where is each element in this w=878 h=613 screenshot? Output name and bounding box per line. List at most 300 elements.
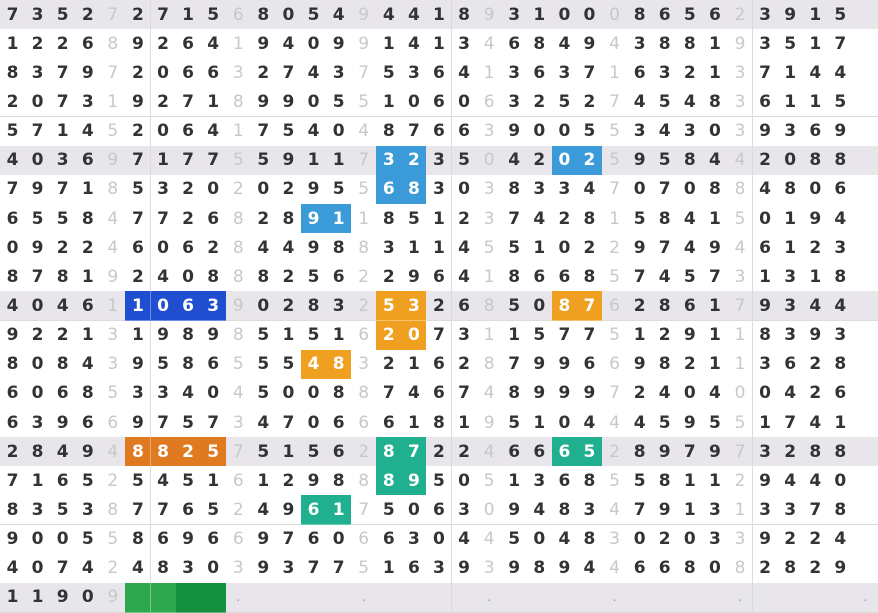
- grid-cell[interactable]: 1: [502, 466, 528, 496]
- grid-cell[interactable]: [627, 583, 653, 613]
- grid-cell[interactable]: 2: [577, 146, 603, 176]
- grid-cell[interactable]: 1: [702, 204, 728, 234]
- grid-cell[interactable]: 0: [527, 525, 553, 555]
- grid-cell[interactable]: 4: [477, 437, 503, 467]
- grid-cell[interactable]: 2: [753, 146, 779, 176]
- grid-cell[interactable]: 4: [301, 117, 327, 147]
- grid-cell[interactable]: 8: [226, 87, 252, 117]
- grid-cell[interactable]: 6: [0, 379, 26, 409]
- grid-cell[interactable]: 2: [753, 554, 779, 584]
- grid-cell[interactable]: 5: [251, 379, 277, 409]
- grid-cell[interactable]: 6: [577, 350, 603, 380]
- grid-cell[interactable]: 6: [753, 233, 779, 263]
- grid-cell[interactable]: 6: [803, 117, 829, 147]
- grid-cell[interactable]: 0: [326, 525, 352, 555]
- grid-cell[interactable]: 1: [753, 262, 779, 292]
- grid-cell[interactable]: 5: [251, 350, 277, 380]
- grid-cell[interactable]: 5: [552, 87, 578, 117]
- grid-cell[interactable]: 8: [627, 0, 653, 30]
- grid-cell[interactable]: 0: [25, 87, 51, 117]
- grid-cell[interactable]: 5: [627, 466, 653, 496]
- grid-cell[interactable]: 4: [401, 0, 427, 30]
- grid-cell[interactable]: 8: [828, 495, 854, 525]
- grid-cell[interactable]: [452, 583, 478, 613]
- grid-cell[interactable]: 9: [301, 175, 327, 205]
- grid-cell[interactable]: 7: [201, 408, 227, 438]
- grid-cell[interactable]: 2: [602, 437, 628, 467]
- grid-cell[interactable]: 9: [25, 175, 51, 205]
- grid-cell[interactable]: 4: [652, 379, 678, 409]
- grid-cell[interactable]: 3: [577, 495, 603, 525]
- grid-cell[interactable]: 4: [477, 525, 503, 555]
- grid-cell[interactable]: 6: [75, 408, 101, 438]
- grid-cell[interactable]: [502, 583, 528, 613]
- grid-cell[interactable]: 8: [351, 233, 377, 263]
- grid-cell[interactable]: 3: [50, 146, 76, 176]
- grid-cell[interactable]: 4: [828, 291, 854, 321]
- grid-cell[interactable]: 7: [50, 58, 76, 88]
- grid-cell[interactable]: 9: [652, 437, 678, 467]
- grid-cell[interactable]: [853, 379, 878, 409]
- grid-cell[interactable]: 3: [426, 554, 452, 584]
- grid-cell[interactable]: [326, 583, 352, 613]
- grid-cell[interactable]: 8: [477, 350, 503, 380]
- grid-cell[interactable]: 6: [452, 291, 478, 321]
- grid-cell[interactable]: 0: [552, 146, 578, 176]
- grid-cell[interactable]: 0: [552, 117, 578, 147]
- grid-cell[interactable]: 4: [251, 233, 277, 263]
- grid-cell[interactable]: 2: [376, 321, 402, 351]
- grid-cell[interactable]: 1: [803, 262, 829, 292]
- grid-cell[interactable]: 5: [100, 117, 126, 147]
- grid-cell[interactable]: 1: [376, 87, 402, 117]
- grid-cell[interactable]: 6: [828, 379, 854, 409]
- grid-cell[interactable]: 6: [702, 0, 728, 30]
- grid-cell[interactable]: 5: [50, 204, 76, 234]
- grid-cell[interactable]: 1: [75, 175, 101, 205]
- grid-cell[interactable]: 2: [176, 204, 202, 234]
- grid-cell[interactable]: 5: [301, 0, 327, 30]
- grid-cell[interactable]: 9: [627, 146, 653, 176]
- grid-cell[interactable]: 5: [251, 437, 277, 467]
- grid-cell[interactable]: 2: [0, 437, 26, 467]
- grid-cell[interactable]: 6: [176, 495, 202, 525]
- grid-cell[interactable]: [677, 583, 703, 613]
- grid-cell[interactable]: 0: [25, 379, 51, 409]
- grid-cell[interactable]: 4: [100, 233, 126, 263]
- grid-cell[interactable]: 4: [778, 379, 804, 409]
- grid-cell[interactable]: [702, 583, 728, 613]
- grid-cell[interactable]: 4: [828, 58, 854, 88]
- grid-cell[interactable]: 4: [677, 204, 703, 234]
- grid-cell[interactable]: 0: [151, 58, 177, 88]
- grid-cell[interactable]: 4: [401, 379, 427, 409]
- grid-cell[interactable]: 6: [176, 29, 202, 59]
- grid-cell[interactable]: 7: [627, 495, 653, 525]
- grid-cell[interactable]: 2: [176, 437, 202, 467]
- grid-cell[interactable]: 8: [727, 554, 753, 584]
- grid-cell[interactable]: [401, 583, 427, 613]
- grid-cell[interactable]: 8: [376, 117, 402, 147]
- grid-cell[interactable]: 4: [477, 29, 503, 59]
- grid-cell[interactable]: 8: [627, 437, 653, 467]
- grid-cell[interactable]: 6: [778, 350, 804, 380]
- grid-cell[interactable]: 4: [627, 408, 653, 438]
- grid-cell[interactable]: 5: [502, 291, 528, 321]
- grid-cell[interactable]: 8: [702, 87, 728, 117]
- grid-cell[interactable]: 4: [0, 554, 26, 584]
- grid-cell[interactable]: 6: [0, 408, 26, 438]
- grid-cell[interactable]: 8: [100, 29, 126, 59]
- grid-cell[interactable]: 2: [577, 87, 603, 117]
- grid-cell[interactable]: 0: [75, 583, 101, 613]
- grid-cell[interactable]: 7: [25, 117, 51, 147]
- grid-cell[interactable]: 1: [426, 204, 452, 234]
- grid-cell[interactable]: [853, 408, 878, 438]
- grid-cell[interactable]: 3: [552, 175, 578, 205]
- grid-cell[interactable]: 6: [326, 437, 352, 467]
- grid-cell[interactable]: 8: [677, 146, 703, 176]
- grid-cell[interactable]: 6: [176, 117, 202, 147]
- grid-cell[interactable]: 9: [702, 233, 728, 263]
- grid-cell[interactable]: 6: [226, 525, 252, 555]
- grid-cell[interactable]: 2: [0, 87, 26, 117]
- grid-cell[interactable]: 3: [677, 117, 703, 147]
- grid-cell[interactable]: 0: [753, 379, 779, 409]
- grid-cell[interactable]: 9: [727, 29, 753, 59]
- grid-cell[interactable]: 3: [401, 58, 427, 88]
- grid-cell[interactable]: 4: [753, 175, 779, 205]
- grid-cell[interactable]: 7: [351, 146, 377, 176]
- grid-cell[interactable]: [853, 204, 878, 234]
- grid-cell[interactable]: 8: [552, 291, 578, 321]
- grid-cell[interactable]: [853, 175, 878, 205]
- grid-cell[interactable]: 5: [276, 117, 302, 147]
- grid-cell[interactable]: 7: [226, 437, 252, 467]
- grid-cell[interactable]: 3: [151, 175, 177, 205]
- grid-cell[interactable]: 5: [652, 87, 678, 117]
- grid-cell[interactable]: 8: [25, 437, 51, 467]
- grid-cell[interactable]: 0: [602, 0, 628, 30]
- grid-cell[interactable]: 8: [577, 204, 603, 234]
- grid-cell[interactable]: [828, 583, 854, 613]
- grid-cell[interactable]: 6: [527, 262, 553, 292]
- grid-cell[interactable]: 8: [828, 262, 854, 292]
- grid-cell[interactable]: 8: [828, 437, 854, 467]
- grid-cell[interactable]: 5: [100, 379, 126, 409]
- grid-cell[interactable]: 9: [75, 58, 101, 88]
- grid-cell[interactable]: 4: [577, 175, 603, 205]
- grid-cell[interactable]: 9: [828, 554, 854, 584]
- grid-cell[interactable]: 1: [677, 495, 703, 525]
- grid-cell[interactable]: 0: [577, 0, 603, 30]
- grid-cell[interactable]: 3: [477, 554, 503, 584]
- grid-cell[interactable]: 8: [125, 525, 151, 555]
- grid-cell[interactable]: 3: [452, 495, 478, 525]
- grid-cell[interactable]: 7: [50, 87, 76, 117]
- grid-cell[interactable]: 4: [552, 525, 578, 555]
- grid-cell[interactable]: 3: [778, 117, 804, 147]
- grid-cell[interactable]: 2: [803, 554, 829, 584]
- grid-cell[interactable]: 0: [25, 525, 51, 555]
- grid-cell[interactable]: 2: [426, 437, 452, 467]
- grid-cell[interactable]: [803, 583, 829, 613]
- grid-cell[interactable]: 9: [502, 495, 528, 525]
- grid-cell[interactable]: 1: [828, 408, 854, 438]
- grid-cell[interactable]: 2: [778, 525, 804, 555]
- grid-cell[interactable]: 3: [778, 495, 804, 525]
- grid-cell[interactable]: 2: [50, 321, 76, 351]
- grid-cell[interactable]: 6: [0, 204, 26, 234]
- grid-cell[interactable]: 6: [75, 29, 101, 59]
- grid-cell[interactable]: 3: [326, 58, 352, 88]
- grid-cell[interactable]: 9: [125, 350, 151, 380]
- grid-cell[interactable]: 1: [803, 0, 829, 30]
- grid-cell[interactable]: 8: [0, 58, 26, 88]
- grid-cell[interactable]: 3: [502, 87, 528, 117]
- grid-cell[interactable]: 9: [251, 525, 277, 555]
- grid-cell[interactable]: [853, 233, 878, 263]
- grid-cell[interactable]: 0: [25, 350, 51, 380]
- grid-cell[interactable]: 8: [828, 146, 854, 176]
- grid-cell[interactable]: 5: [602, 146, 628, 176]
- grid-cell[interactable]: 3: [727, 87, 753, 117]
- grid-cell[interactable]: [426, 583, 452, 613]
- grid-cell[interactable]: 2: [201, 233, 227, 263]
- grid-cell[interactable]: 3: [201, 291, 227, 321]
- grid-cell[interactable]: [853, 58, 878, 88]
- grid-cell[interactable]: 7: [376, 379, 402, 409]
- grid-cell[interactable]: 3: [452, 321, 478, 351]
- grid-cell[interactable]: 1: [702, 321, 728, 351]
- grid-cell[interactable]: 9: [301, 233, 327, 263]
- grid-cell[interactable]: 7: [326, 554, 352, 584]
- grid-cell[interactable]: 9: [627, 350, 653, 380]
- grid-cell[interactable]: 1: [326, 146, 352, 176]
- grid-cell[interactable]: 7: [401, 117, 427, 147]
- grid-cell[interactable]: 3: [477, 204, 503, 234]
- grid-cell[interactable]: 6: [125, 233, 151, 263]
- grid-cell[interactable]: 4: [50, 437, 76, 467]
- grid-cell[interactable]: 9: [50, 583, 76, 613]
- grid-cell[interactable]: 0: [778, 146, 804, 176]
- grid-cell[interactable]: 9: [677, 408, 703, 438]
- grid-cell[interactable]: 5: [125, 175, 151, 205]
- grid-cell[interactable]: 5: [50, 495, 76, 525]
- grid-cell[interactable]: 3: [778, 321, 804, 351]
- grid-cell[interactable]: 9: [301, 204, 327, 234]
- grid-cell[interactable]: 0: [552, 0, 578, 30]
- grid-cell[interactable]: 8: [0, 350, 26, 380]
- grid-cell[interactable]: 3: [627, 29, 653, 59]
- grid-cell[interactable]: 3: [226, 408, 252, 438]
- grid-cell[interactable]: 3: [753, 350, 779, 380]
- grid-cell[interactable]: 3: [527, 466, 553, 496]
- grid-cell[interactable]: 6: [502, 437, 528, 467]
- grid-cell[interactable]: 5: [75, 466, 101, 496]
- grid-cell[interactable]: 3: [226, 58, 252, 88]
- grid-cell[interactable]: 1: [326, 204, 352, 234]
- grid-cell[interactable]: 0: [151, 117, 177, 147]
- grid-cell[interactable]: 6: [351, 321, 377, 351]
- grid-cell[interactable]: 4: [602, 554, 628, 584]
- grid-cell[interactable]: 2: [351, 437, 377, 467]
- grid-cell[interactable]: 8: [75, 379, 101, 409]
- grid-cell[interactable]: 0: [151, 291, 177, 321]
- grid-cell[interactable]: 7: [577, 291, 603, 321]
- grid-cell[interactable]: 6: [552, 437, 578, 467]
- grid-cell[interactable]: 8: [502, 262, 528, 292]
- grid-cell[interactable]: 5: [452, 146, 478, 176]
- grid-cell[interactable]: 2: [527, 87, 553, 117]
- grid-cell[interactable]: 1: [778, 87, 804, 117]
- grid-cell[interactable]: 7: [702, 262, 728, 292]
- grid-cell[interactable]: 2: [251, 204, 277, 234]
- grid-cell[interactable]: 6: [176, 291, 202, 321]
- grid-cell[interactable]: 8: [251, 0, 277, 30]
- grid-cell[interactable]: 5: [477, 233, 503, 263]
- grid-cell[interactable]: 0: [176, 262, 202, 292]
- grid-cell[interactable]: 7: [677, 437, 703, 467]
- grid-cell[interactable]: 8: [100, 175, 126, 205]
- grid-cell[interactable]: 9: [125, 408, 151, 438]
- grid-cell[interactable]: 8: [452, 0, 478, 30]
- grid-cell[interactable]: 2: [276, 262, 302, 292]
- grid-cell[interactable]: 0: [702, 554, 728, 584]
- grid-cell[interactable]: 4: [727, 146, 753, 176]
- grid-cell[interactable]: 7: [727, 291, 753, 321]
- grid-cell[interactable]: 5: [602, 466, 628, 496]
- grid-cell[interactable]: 2: [552, 204, 578, 234]
- grid-cell[interactable]: 7: [577, 321, 603, 351]
- grid-cell[interactable]: 7: [50, 175, 76, 205]
- grid-cell[interactable]: 4: [778, 466, 804, 496]
- grid-cell[interactable]: 7: [0, 175, 26, 205]
- grid-cell[interactable]: 1: [426, 29, 452, 59]
- grid-cell[interactable]: 9: [803, 321, 829, 351]
- grid-cell[interactable]: [853, 466, 878, 496]
- grid-cell[interactable]: 9: [652, 495, 678, 525]
- grid-cell[interactable]: 1: [602, 204, 628, 234]
- grid-cell[interactable]: [151, 583, 177, 613]
- grid-cell[interactable]: 6: [326, 262, 352, 292]
- grid-cell[interactable]: 6: [426, 495, 452, 525]
- grid-cell[interactable]: 2: [452, 204, 478, 234]
- grid-cell[interactable]: 9: [502, 117, 528, 147]
- grid-cell[interactable]: 5: [652, 408, 678, 438]
- grid-cell[interactable]: 8: [803, 437, 829, 467]
- grid-cell[interactable]: 4: [201, 117, 227, 147]
- grid-cell[interactable]: 0: [401, 495, 427, 525]
- grid-cell[interactable]: 4: [201, 29, 227, 59]
- grid-cell[interactable]: 3: [477, 117, 503, 147]
- grid-cell[interactable]: 3: [753, 495, 779, 525]
- grid-cell[interactable]: 0: [301, 408, 327, 438]
- grid-cell[interactable]: 9: [803, 204, 829, 234]
- grid-cell[interactable]: 4: [251, 495, 277, 525]
- grid-cell[interactable]: 8: [401, 175, 427, 205]
- grid-cell[interactable]: 0: [251, 175, 277, 205]
- grid-cell[interactable]: 1: [125, 291, 151, 321]
- grid-cell[interactable]: 7: [351, 495, 377, 525]
- grid-cell[interactable]: 6: [176, 58, 202, 88]
- grid-cell[interactable]: 5: [677, 0, 703, 30]
- grid-cell[interactable]: 9: [577, 379, 603, 409]
- grid-cell[interactable]: 6: [326, 408, 352, 438]
- grid-cell[interactable]: 4: [502, 146, 528, 176]
- grid-cell[interactable]: 7: [276, 58, 302, 88]
- grid-cell[interactable]: 4: [401, 29, 427, 59]
- grid-cell[interactable]: 3: [753, 437, 779, 467]
- grid-cell[interactable]: 1: [201, 87, 227, 117]
- grid-cell[interactable]: 2: [176, 175, 202, 205]
- grid-cell[interactable]: 2: [226, 175, 252, 205]
- grid-cell[interactable]: 9: [125, 29, 151, 59]
- grid-cell[interactable]: 9: [401, 262, 427, 292]
- grid-cell[interactable]: 3: [778, 262, 804, 292]
- grid-cell[interactable]: 5: [602, 117, 628, 147]
- grid-cell[interactable]: 9: [577, 29, 603, 59]
- grid-cell[interactable]: 2: [75, 233, 101, 263]
- grid-cell[interactable]: 7: [727, 437, 753, 467]
- grid-cell[interactable]: 8: [376, 437, 402, 467]
- grid-cell[interactable]: 2: [125, 0, 151, 30]
- grid-cell[interactable]: 7: [276, 525, 302, 555]
- grid-cell[interactable]: 5: [176, 466, 202, 496]
- grid-cell[interactable]: 5: [727, 408, 753, 438]
- grid-cell[interactable]: 9: [677, 321, 703, 351]
- grid-cell[interactable]: 8: [50, 262, 76, 292]
- grid-cell[interactable]: 0: [477, 146, 503, 176]
- grid-cell[interactable]: 3: [627, 117, 653, 147]
- grid-cell[interactable]: 4: [652, 117, 678, 147]
- grid-cell[interactable]: 8: [702, 175, 728, 205]
- grid-cell[interactable]: 9: [351, 0, 377, 30]
- grid-cell[interactable]: 4: [151, 262, 177, 292]
- grid-cell[interactable]: 7: [100, 58, 126, 88]
- grid-cell[interactable]: [853, 437, 878, 467]
- grid-cell[interactable]: 3: [426, 175, 452, 205]
- grid-cell[interactable]: 6: [552, 466, 578, 496]
- grid-cell[interactable]: 6: [753, 87, 779, 117]
- grid-cell[interactable]: .: [477, 583, 503, 613]
- grid-cell[interactable]: 2: [376, 262, 402, 292]
- grid-cell[interactable]: 4: [301, 350, 327, 380]
- grid-cell[interactable]: 4: [301, 58, 327, 88]
- grid-cell[interactable]: 7: [502, 204, 528, 234]
- grid-cell[interactable]: 1: [301, 146, 327, 176]
- grid-cell[interactable]: 9: [326, 29, 352, 59]
- grid-cell[interactable]: [176, 583, 202, 613]
- grid-cell[interactable]: 8: [251, 262, 277, 292]
- grid-cell[interactable]: 4: [176, 379, 202, 409]
- grid-cell[interactable]: [276, 583, 302, 613]
- grid-cell[interactable]: 2: [151, 29, 177, 59]
- grid-cell[interactable]: 0: [25, 146, 51, 176]
- grid-cell[interactable]: 0: [552, 233, 578, 263]
- grid-cell[interactable]: 3: [426, 146, 452, 176]
- grid-cell[interactable]: 9: [527, 379, 553, 409]
- grid-cell[interactable]: 8: [326, 466, 352, 496]
- grid-cell[interactable]: 1: [0, 583, 26, 613]
- grid-cell[interactable]: 1: [226, 29, 252, 59]
- grid-cell[interactable]: 8: [652, 466, 678, 496]
- grid-cell[interactable]: 8: [326, 233, 352, 263]
- grid-cell[interactable]: 2: [100, 554, 126, 584]
- grid-cell[interactable]: 6: [627, 554, 653, 584]
- grid-cell[interactable]: [853, 146, 878, 176]
- grid-cell[interactable]: 2: [602, 233, 628, 263]
